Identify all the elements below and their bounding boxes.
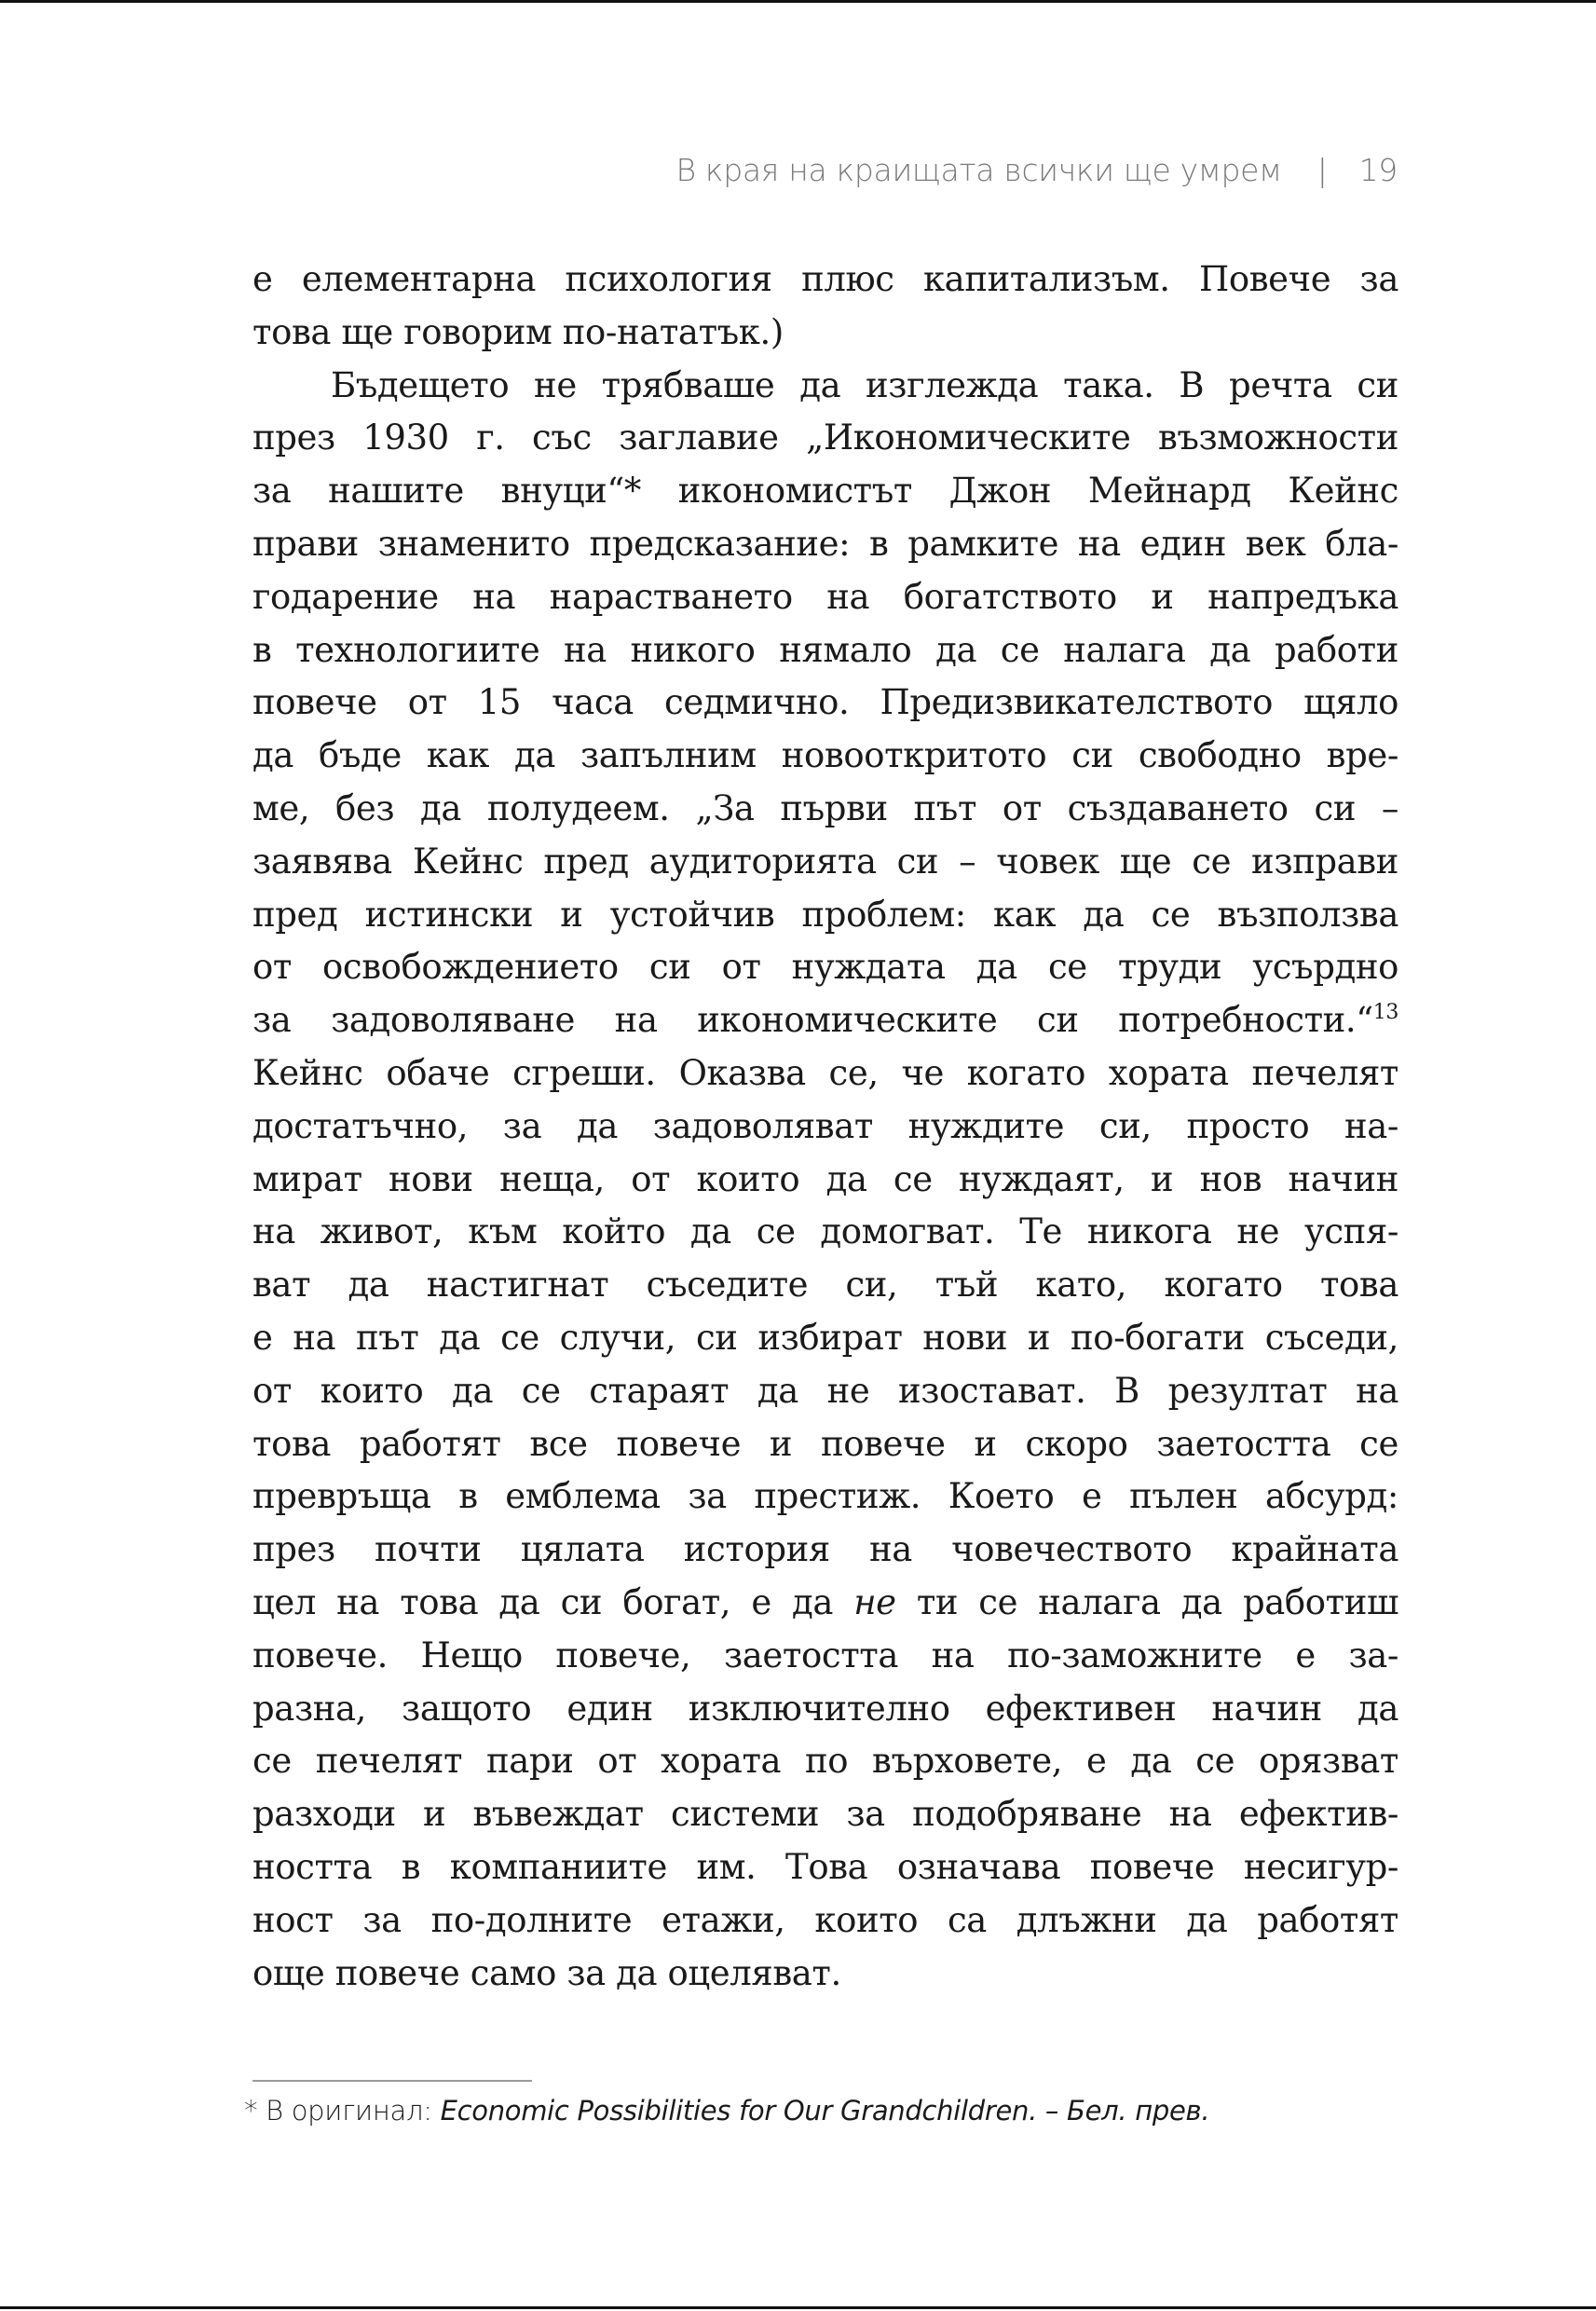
page-bottom-border	[0, 2306, 1596, 2309]
text-line: мират нови неща, от които да се нуждаят, и нов начин	[252, 1158, 1398, 1199]
text-line: през почти цялата история на човечеството крайната	[252, 1529, 1398, 1570]
footnote-marker: * В оригинал:	[244, 2095, 432, 2126]
footnote	[244, 2095, 1209, 2126]
running-head	[675, 152, 1398, 188]
text-line: заявява Кейнс пред аудиторията си – човек ще се изправи	[252, 841, 1398, 882]
footnote-reference-13: 13	[1372, 1001, 1398, 1025]
text-line: превръща в емблема за престиж. Което е пълен абсурд:	[252, 1476, 1398, 1517]
text-line: ме, без да полудеем. „За първи път от създаването си –	[252, 787, 1398, 828]
text-line: още повече само за да оцеляват.	[252, 1952, 841, 1993]
page-top-border	[0, 0, 1596, 3]
text-line: прави знаменито предсказание: в рамките на един век бла-	[252, 523, 1398, 564]
text-line: на живот, към който да се домогват. Те никога не успя-	[252, 1211, 1398, 1252]
emphasis-text: не	[853, 1581, 896, 1622]
text-line: Бъдещето не трябваше да изглежда така. В речта си	[331, 364, 1398, 405]
text-line: в технологиите на никого нямало да се налага да работи	[252, 629, 1398, 670]
text-line: от освобождението си от нуждата да се труди усърдно	[252, 947, 1398, 988]
text-line: ват да настигнат съседите си, тъй като, когато това	[252, 1265, 1398, 1306]
text-line-content: цел на това да си богат, е да	[252, 1581, 834, 1622]
text-line: Кейнс обаче сгреши. Оказва се, че когато хората печелят	[252, 1052, 1398, 1093]
text-line: е на път да се случи, си избират нови и по-богати съседи,	[252, 1317, 1398, 1358]
text-line: ността в компаниите им. Това означава повече несигур-	[252, 1846, 1398, 1887]
text-line: се печелят пари от хората по върховете, е да се орязват	[252, 1741, 1398, 1782]
text-line: повече. Нещо повече, заетостта на по-заможните е за-	[252, 1634, 1398, 1675]
text-line: да бъде как да запълним новооткритото си свободно вре-	[252, 735, 1398, 776]
body-text	[252, 253, 1398, 2000]
running-head-title: В края на краищата всички ще умрем	[675, 152, 1282, 188]
text-line	[252, 1577, 1398, 1630]
text-line: е елементарна психология плюс капитализъм. Повече за	[252, 259, 1398, 299]
page-number: 19	[1358, 152, 1398, 188]
text-line: достатъчно, за да задоволяват нуждите си, просто на-	[252, 1105, 1398, 1146]
text-line: през 1930 г. със заглавие „Икономическите възможности	[252, 417, 1398, 458]
text-line	[252, 994, 1398, 1047]
text-line: за нашите внуци“* икономистът Джон Мейнард Кейнс	[252, 471, 1398, 512]
text-line: пред истински и устойчив проблем: как да се възползва	[252, 894, 1398, 935]
running-head-separator: |	[1316, 152, 1328, 188]
text-line: годарение на нарастването на богатството и напредъка	[252, 576, 1398, 617]
text-line: повече от 15 часа седмично. Предизвикателството щяло	[252, 682, 1398, 723]
text-line-content: за задоволяване на икономическите си потребности.“	[252, 1000, 1373, 1041]
text-line: това работят все повече и повече и скоро заетостта се	[252, 1423, 1398, 1464]
text-line: от които да се стараят да не изостават. В резултат на	[252, 1370, 1398, 1411]
footnote-note: – Бел. прев.	[1044, 2095, 1210, 2126]
text-line: разходи и въвеждат системи за подобряване на ефектив-	[252, 1794, 1398, 1835]
text-line-content: ти се налага да работиш	[916, 1581, 1398, 1622]
footnote-title: Economic Possibilities for Our Grandchildren.	[440, 2095, 1037, 2126]
text-line: разна, защото един изключително ефективен начин да	[252, 1688, 1398, 1729]
text-line: ност за по-долните етажи, които са длъжни да работят	[252, 1899, 1398, 1940]
text-line: това ще говорим по-нататък.)	[252, 311, 784, 352]
footnote-divider	[252, 2080, 532, 2082]
